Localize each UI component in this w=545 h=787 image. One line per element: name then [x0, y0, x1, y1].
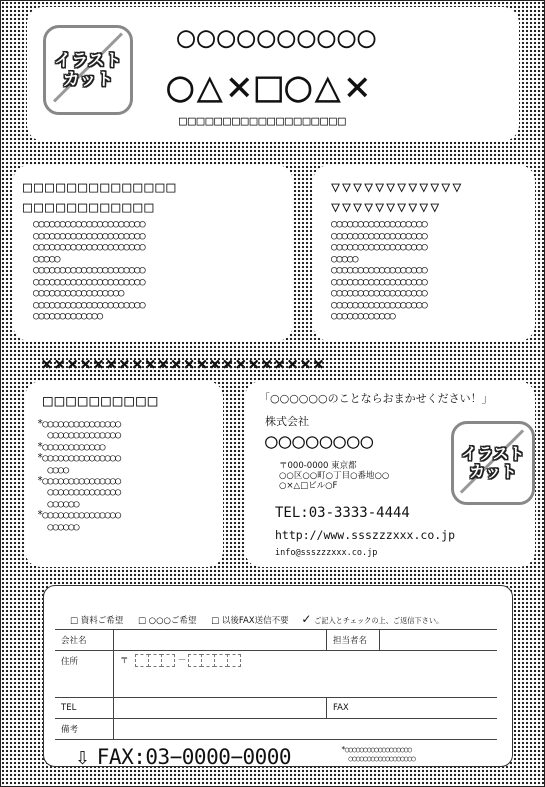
- checkbox-request-materials[interactable]: □ 資料ご希望: [70, 616, 124, 626]
- lower-left-heading: □□□□□□□□□□: [43, 391, 160, 410]
- tel-field[interactable]: [114, 698, 327, 719]
- company-address: 〒000-0000 東京都 ○○区○○町○丁目○番地○○ ○×△□ビル○F: [279, 461, 390, 491]
- checkbox-request-ooo[interactable]: □ ○○○ご希望: [137, 616, 197, 626]
- mid-left-heading: □□□□□□□□□□□□□□ □□□□□□□□□□□□: [23, 178, 178, 216]
- label-notes: 備考: [55, 719, 114, 740]
- postal-box[interactable]: [135, 654, 149, 667]
- check-mark-icon: ✓: [301, 612, 312, 626]
- person-field[interactable]: [380, 630, 498, 651]
- checkbox-no-more-fax[interactable]: □ 以後FAX送信不要: [211, 616, 289, 626]
- illustration-label: イラスト カット: [461, 444, 525, 481]
- company-tel: TEL:03-3333-4444: [275, 505, 410, 521]
- postal-box[interactable]: [227, 654, 241, 667]
- mid-right-body: ○○○○○○○○○○○○○○○○○○ ○○○○○○○○○○○○○○○○○○ ○○○○○○○○○○○○○○○○○○ ○○○○○ ○○○○○○○○○○○○○○○○○○ ○○○○○○○○○○○○○○○○○○ ○○○○○○○○○○○○○○○○○○ ○○○○○○○○○○○○○○○○○○ ○○○○○○○○○○○○: [331, 218, 427, 322]
- company-name: ○○○○○○○○: [265, 429, 375, 453]
- company-card: [245, 381, 535, 567]
- company-kind: 株式会社: [265, 415, 309, 428]
- mid-left-body: ○○○○○○○○○○○○○○○○○○○○○ ○○○○○○○○○○○○○○○○○○○○○ ○○○○○○○○○○○○○○○○○○○○○ ○○○○○ ○○○○○○○○○○○○○○○○○○○○○ ○○○○○○○○○○○○○○○○○○○○○ ○○○○○○○○○○○○○○○○○ ○○○○○○○○○○○○○○○○○○○○○ ○○○○○○○○○○○○○: [33, 218, 145, 322]
- fax-number: FAX:03−0000−0000: [96, 745, 292, 769]
- header-line-2: ○△×□○△×: [167, 61, 374, 112]
- label-company: 会社名: [55, 630, 114, 651]
- illustration-label: イラスト カット: [54, 51, 122, 90]
- illustration-placeholder-small: [451, 421, 535, 505]
- header-line-3: □□□□□□□□□□□□□□□□□□□: [179, 114, 347, 129]
- check-instruction: ご記入とチェックの上、ご返信下さい。: [314, 616, 444, 625]
- postal-box[interactable]: [201, 654, 215, 667]
- lower-left-bullets: *○○○○○○○○○○○○○○○ ○○○○○○○○○○○○○○ *○○○○○○○○○○○○ *○○○○○○○○○○○○○○○ ○○○○ *○○○○○○○○○○○○○○○ ○○○○○○○○○○○○○○ ○○○○○○ *○○○○○○○○○○○○○○○ ○○○○○○: [37, 418, 121, 533]
- fax-footnote: *○○○○○○○○○○○○○○○○○○ ○○○○○○○○○○○○○○○○○○: [341, 745, 415, 763]
- postal-box[interactable]: [214, 654, 228, 667]
- label-address: 住所: [55, 651, 114, 698]
- notes-field[interactable]: [114, 719, 498, 740]
- address-field[interactable]: [114, 651, 498, 698]
- down-arrow-icon: ⇩: [75, 748, 91, 769]
- postal-dash: －: [177, 656, 187, 666]
- header-line-1: ○○○○○○○○○○: [177, 20, 378, 55]
- postal-box[interactable]: [148, 654, 162, 667]
- postal-mark: 〒: [120, 656, 129, 666]
- lower-left-card: [25, 381, 223, 567]
- label-tel: TEL: [55, 698, 114, 719]
- company-url[interactable]: http://www.ssszzzxxx.co.jp: [275, 528, 456, 542]
- illustration-placeholder: [43, 25, 133, 115]
- postal-box[interactable]: [161, 654, 175, 667]
- label-fax: FAX: [333, 703, 349, 713]
- header-card: [27, 7, 519, 141]
- fax-field[interactable]: [327, 698, 498, 719]
- postal-box[interactable]: [188, 654, 202, 667]
- mid-right-card: [313, 165, 535, 341]
- cross-divider: ××××××××××××××××××××××: [41, 353, 326, 375]
- checkbox-row: [70, 612, 443, 626]
- company-field[interactable]: [114, 630, 327, 651]
- fax-number-line: [75, 745, 291, 769]
- label-person: 担当者名: [327, 630, 380, 651]
- mid-right-heading: ▽▽▽▽▽▽▽▽▽▽▽▽ ▽▽▽▽▽▽▽▽▽▽: [331, 178, 464, 216]
- company-slogan: 「○○○○○○のことならおまかせください！」: [259, 392, 493, 405]
- mid-left-card: [13, 165, 293, 341]
- company-email[interactable]: info@ssszzzxxx.co.jp: [275, 548, 378, 558]
- fax-form-table: [55, 629, 497, 740]
